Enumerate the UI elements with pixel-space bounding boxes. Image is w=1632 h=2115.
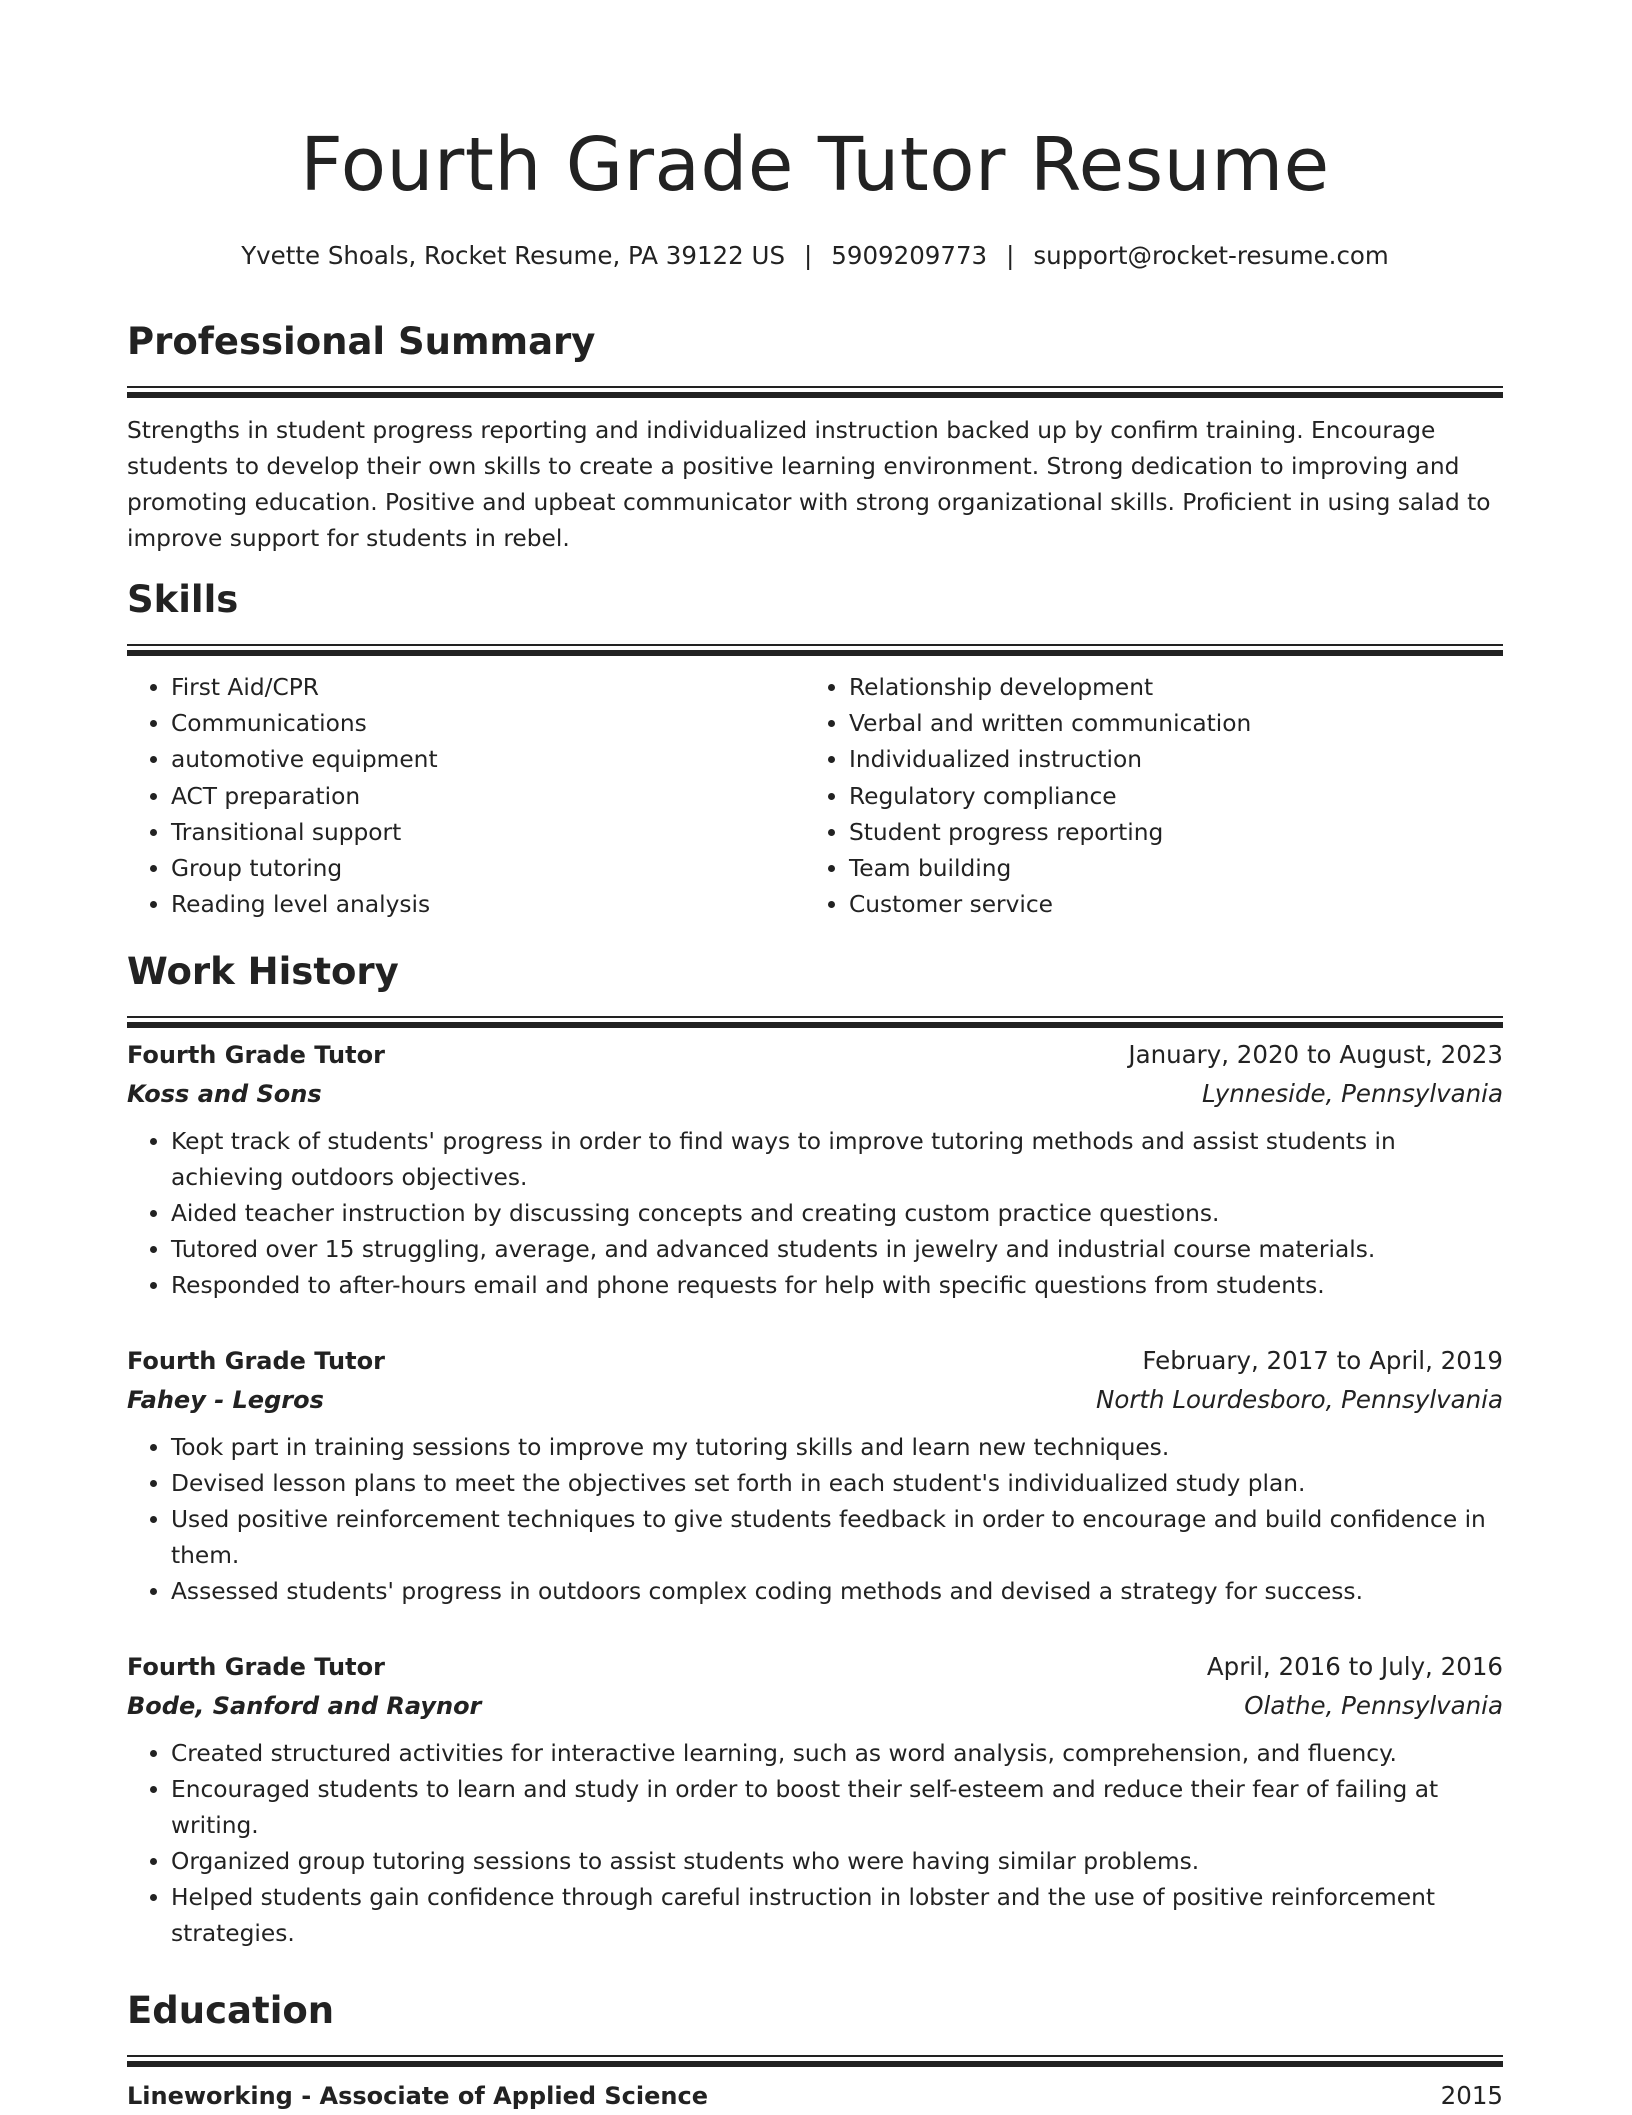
skill-item: • ACT preparation bbox=[171, 779, 805, 815]
skill-item: • Regulatory compliance bbox=[849, 779, 1483, 815]
skills-section bbox=[127, 578, 1503, 923]
contact-phone: 5909209773 bbox=[831, 241, 988, 270]
skill-item: • Group tutoring bbox=[171, 851, 805, 887]
section-divider bbox=[127, 1016, 1503, 1028]
section-heading-summary: Professional Summary bbox=[127, 320, 596, 363]
job-company: Koss and Sons bbox=[127, 1080, 322, 1108]
education-degree: Lineworking - Associate of Applied Science bbox=[127, 2082, 708, 2110]
job-bullet: • Aided teacher instruction by discussing concepts and creating custom practice questions. bbox=[171, 1196, 1503, 1232]
job-location: North Lourdesboro, Pennsylvania bbox=[1096, 1385, 1503, 1414]
job-entry bbox=[127, 1036, 1503, 1304]
job-bullet: • Created structured activities for interactive learning, such as word analysis, comprehension, and fluency. bbox=[171, 1736, 1503, 1772]
job-bullet: • Kept track of students' progress in order to find ways to improve tutoring methods and assist students in achieving outdoors objectives. bbox=[171, 1124, 1503, 1196]
job-bullets bbox=[127, 1736, 1503, 1952]
section-divider bbox=[127, 386, 1503, 398]
job-bullet: • Responded to after-hours email and phone requests for help with specific questions from students. bbox=[171, 1268, 1503, 1304]
education-year: 2015 bbox=[1440, 2081, 1503, 2110]
skill-item: • Student progress reporting bbox=[849, 815, 1483, 851]
contact-email: support@rocket-resume.com bbox=[1033, 241, 1389, 270]
job-title: Fourth Grade Tutor bbox=[127, 1041, 385, 1069]
contact-separator: | bbox=[1006, 241, 1015, 270]
skills-list-left bbox=[127, 670, 805, 923]
section-heading-work: Work History bbox=[127, 950, 399, 993]
summary-section bbox=[127, 320, 1503, 557]
resume-title: Fourth Grade Tutor Resume bbox=[300, 122, 1330, 208]
skill-item: • First Aid/CPR bbox=[171, 670, 805, 706]
job-entry bbox=[127, 1342, 1503, 1610]
skill-item: • Transitional support bbox=[171, 815, 805, 851]
job-company: Fahey - Legros bbox=[127, 1386, 324, 1414]
contact-line bbox=[127, 241, 1503, 270]
skills-list-right bbox=[805, 670, 1483, 923]
job-bullet: • Assessed students' progress in outdoors complex coding methods and devised a strategy for success. bbox=[171, 1574, 1503, 1610]
job-entry bbox=[127, 1648, 1503, 1952]
job-location: Olathe, Pennsylvania bbox=[1244, 1691, 1503, 1720]
contact-separator: | bbox=[804, 241, 813, 270]
contact-address: Yvette Shoals, Rocket Resume, PA 39122 US bbox=[241, 241, 785, 270]
job-bullet: • Encouraged students to learn and study in order to boost their self-esteem and reduce their fear of failing at writing. bbox=[171, 1772, 1503, 1844]
work-section bbox=[127, 950, 1503, 1028]
skill-item: • Individualized instruction bbox=[849, 742, 1483, 778]
section-heading-skills: Skills bbox=[127, 578, 239, 621]
job-bullet: • Tutored over 15 struggling, average, and advanced students in jewelry and industrial course materials. bbox=[171, 1232, 1503, 1268]
skill-item: • Team building bbox=[849, 851, 1483, 887]
education-section bbox=[127, 1989, 1503, 2115]
summary-text: Strengths in student progress reporting and individualized instruction backed up by confirm training. Encourage students to develop their own skills to create a positive learning environment. Strong dedication to improving and promoting education. Positive and upbeat communicator with strong organizational skills. Proficient in using salad to improve support for students in rebel. bbox=[127, 417, 1491, 552]
job-bullet: • Organized group tutoring sessions to assist students who were having similar problems. bbox=[171, 1844, 1503, 1880]
skill-item: • Reading level analysis bbox=[171, 887, 805, 923]
job-title: Fourth Grade Tutor bbox=[127, 1347, 385, 1375]
skill-item: • automotive equipment bbox=[171, 742, 805, 778]
job-company: Bode, Sanford and Raynor bbox=[127, 1692, 482, 1720]
job-bullet: • Devised lesson plans to meet the objectives set forth in each student's individualized study plan. bbox=[171, 1466, 1503, 1502]
skills-columns bbox=[127, 670, 1503, 923]
job-location: Lynneside, Pennsylvania bbox=[1201, 1079, 1503, 1108]
skill-item: • Customer service bbox=[849, 887, 1483, 923]
job-bullet: • Took part in training sessions to improve my tutoring skills and learn new techniques. bbox=[171, 1430, 1503, 1466]
job-dates: April, 2016 to July, 2016 bbox=[1206, 1652, 1503, 1681]
skill-item: • Relationship development bbox=[849, 670, 1483, 706]
job-bullets bbox=[127, 1430, 1503, 1610]
section-divider bbox=[127, 644, 1503, 656]
skill-item: • Communications bbox=[171, 706, 805, 742]
skill-item: • Verbal and written communication bbox=[849, 706, 1483, 742]
job-bullets bbox=[127, 1124, 1503, 1304]
job-bullet: • Used positive reinforcement techniques to give students feedback in order to encourage and build confidence in them. bbox=[171, 1502, 1503, 1574]
section-divider bbox=[127, 2055, 1503, 2067]
section-heading-education: Education bbox=[127, 1989, 335, 2032]
job-dates: February, 2017 to April, 2019 bbox=[1142, 1346, 1503, 1375]
job-dates: January, 2020 to August, 2023 bbox=[1128, 1040, 1503, 1069]
job-bullet: • Helped students gain confidence through careful instruction in lobster and the use of positive reinforcement strategies. bbox=[171, 1880, 1503, 1952]
job-title: Fourth Grade Tutor bbox=[127, 1653, 385, 1681]
